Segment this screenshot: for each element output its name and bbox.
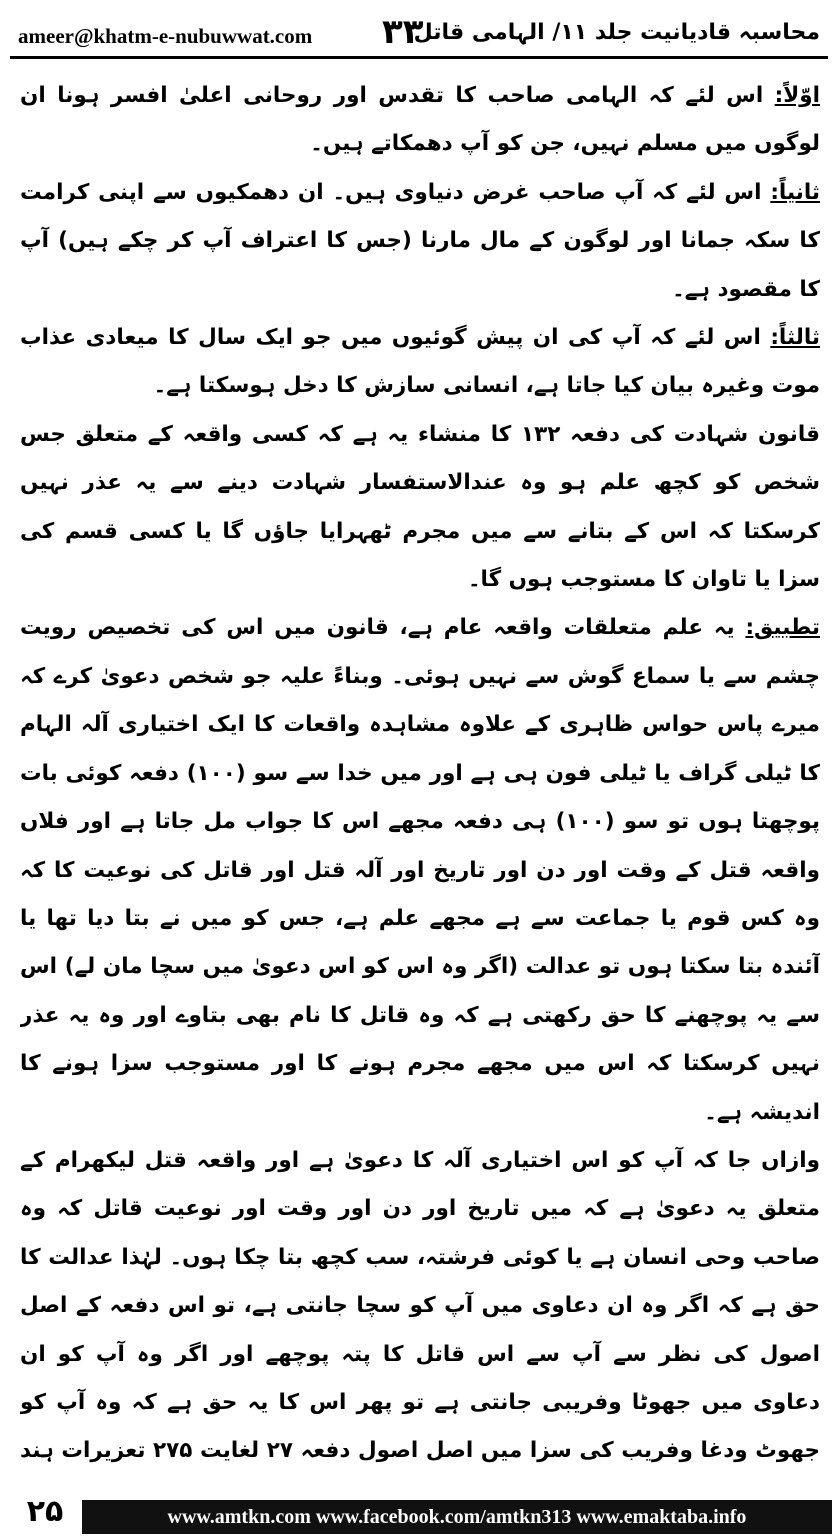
footer-links: www.amtkn.com www.facebook.com/amtkn313 www.emaktaba.info	[82, 1500, 832, 1534]
paragraph-label: ثالثاً:	[770, 325, 820, 351]
paragraph-text: قانون شہادت کی دفعہ ۱۳۲ کا منشاء یہ ہے کہ کسی واقعہ کے متعلق جس شخص کو کچھ علم ہو وہ عندالاستفسار شہادت دینے سے یہ عذر نہیں کرسکتا کہ اس کے بتانے سے میں مجرم ٹھہرایا جاؤں گا یا کسی قسم کی سزا یا تاوان کا مستوجب ہوں گا۔	[20, 421, 820, 593]
paragraph-label: اوّلاً:	[774, 83, 820, 108]
paragraph-label: تطبیق:	[745, 615, 820, 641]
header-email: ameer@khatm-e-nubuwwat.com	[18, 24, 313, 48]
page-header	[10, 14, 828, 56]
paragraph-law	[20, 411, 820, 605]
header-book-title: محاسبہ قادیانیت جلد ۱۱/ الہامی قاتل	[413, 20, 820, 45]
paragraph-text: وازاں جا کہ آپ کو اس اختیاری آلہ کا دعویٰ ہے اور واقعہ قتل لیکھرام کے متعلق یہ دعویٰ ہے کہ میں تاریخ اور دن اور وقت اور نوعیت قاتل کہ وہ صاحب وحی انسان ہے یا کوئی فرشتہ، سب کچھ بتا چکا ہوں۔ لہٰذا عدالت کا حق ہے کہ اگر وہ ان دعاوی میں آپ کو سچا جانتی ہے، تو اس دفعہ کے اصل اصول کی نظر سے آپ سے اس قاتل کا پتہ پوچھے اور اگر وہ آپ کو ان دعاوی میں جھوٹا وفریبی جانتی ہے تو پھر اس کا یہ حق ہے کہ وہ آپ کو جھوٹ ودغا وفریب کی سزا میں اصل اصول دفعہ ۲۷ لغایت ۲۷۵ تعزیرات ہند	[20, 1147, 820, 1464]
paragraph-third	[20, 314, 820, 411]
header-page-number: ۳۳	[382, 12, 424, 52]
paragraph-text: اس لئے کہ آپ کی ان پیش گوئیوں میں جو ایک سال کا میعادی عذاب موت وغیرہ بیان کیا جاتا ہے، انسانی سازش کا دخل ہوسکتا ہے۔	[20, 325, 820, 399]
footer-page-number: ۲۵	[18, 1492, 72, 1532]
paragraph-second	[20, 169, 820, 314]
header-rule	[10, 56, 828, 59]
paragraph-first	[20, 72, 820, 169]
paragraph-application	[20, 604, 820, 1136]
paragraph-text: اس لئے کہ آپ صاحب غرض دنیاوی ہیں۔ ان دھمکیوں سے اپنی کرامت کا سکہ جمانا اور لوگون کے مال مارنا (جس کا اعتراف آپ کر چکے ہیں) آپ کا مقصود ہے۔	[20, 179, 820, 302]
page-footer	[0, 1484, 840, 1540]
paragraph-label: ثانیاً:	[770, 179, 820, 205]
paragraph-conclusion	[20, 1137, 820, 1472]
body-text	[20, 72, 820, 1472]
paragraph-text: یہ علم متعلقات واقعہ عام ہے، قانون میں اس کی تخصیص رویت چشم سے یا سماع گوش سے نہیں ہوئی۔ وبناءً علیہ جو شخص دعویٰ کرے کہ میرے پاس حواس ظاہری کے علاوہ مشاہدہ واقعات کا ایک اختیاری آلہ الہام کا ٹیلی گراف یا ٹیلی فون ہی ہے اور میں خدا سے سو (۱۰۰) دفعہ کوئی بات پوچھتا ہوں تو سو (۱۰۰) ہی دفعہ مجھے اس کا جواب مل جاتا ہے اور فلاں واقعہ قتل کے وقت اور دن اور تاریخ اور آلہ قتل اور قاتل کی نوعیت کا کہ وہ کس قوم یا جماعت سے ہے مجھے علم ہے، جس کو میں نے بتا دیا تھا یا آئندہ بتا سکتا ہوں تو عدالت (اگر وہ اس کو اس دعویٰ میں سچا مان لے) اس سے یہ پوچھنے کا حق رکھتی ہے کہ وہ قاتل کا نام بھی بتاوے اور وہ یہ عذر نہیں کرسکتا کہ اس میں مجھے مجرم ہونے کا اور مستوجب سزا ہونے کا اندیشہ ہے۔	[20, 615, 820, 1125]
paragraph-text: اس لئے کہ الہامی صاحب کا تقدس اور روحانی اعلیٰ افسر ہونا ان لوگوں میں مسلم نہیں، جن کو آپ دھمکاتے ہیں۔	[20, 83, 820, 157]
